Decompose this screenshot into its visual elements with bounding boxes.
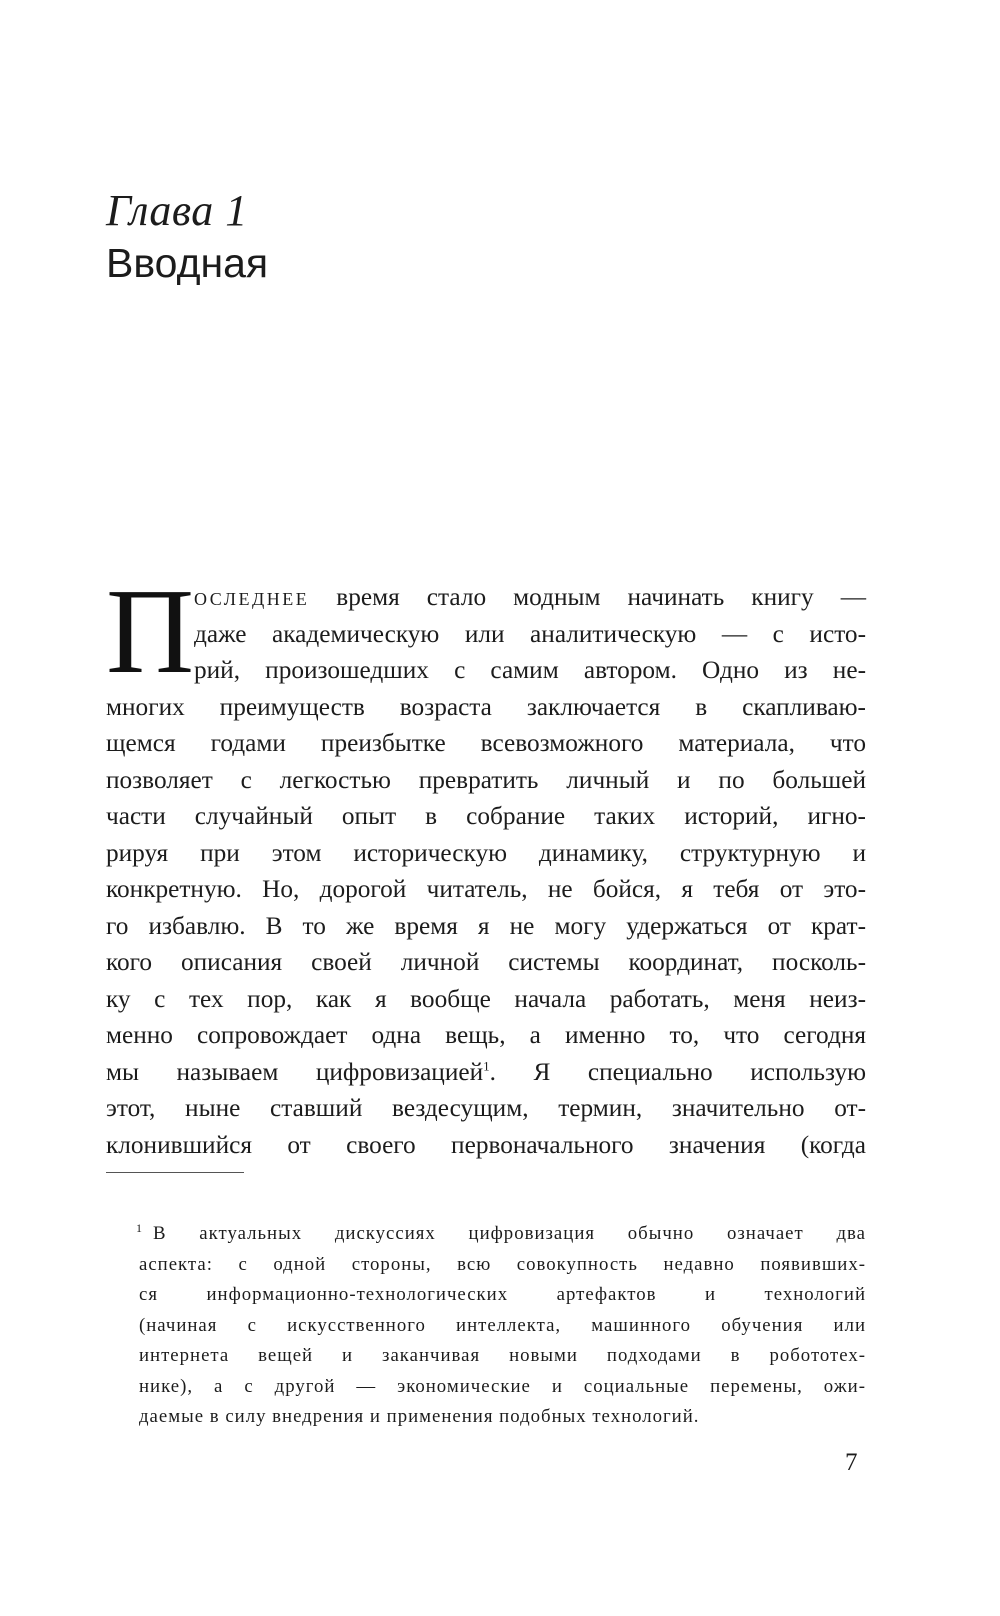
body-line [106, 579, 866, 616]
lead-smallcaps: оследнее [194, 583, 310, 611]
body-line: части случайный опыт в собрание таких историй, игно- [106, 802, 866, 830]
body-line: этот, ныне ставший вездесущим, термин, значительно от- [106, 1094, 866, 1122]
body-line: щемся годами преизбытке всевозможного материала, что [106, 729, 866, 757]
first-line-rest: время стало модным начинать книгу — [309, 583, 866, 611]
body-line: менно сопровождает одна вещь, а именно то, что сегодня [106, 1021, 866, 1049]
chapter-title: Вводная [106, 240, 269, 286]
body-line: конкретную. Но, дорогой читатель, не бойся, я тебя от это- [106, 875, 866, 903]
body-line: многих преимуществ возраста заключается в скапливаю- [106, 692, 866, 721]
body-line: даже академическую или аналитическую — с исто- [194, 619, 866, 648]
fn-line-before: мы называем цифровизацией [106, 1057, 484, 1086]
fn-line-after: . Я специально использую [489, 1057, 866, 1086]
footnote-reference[interactable]: 1 [483, 1058, 490, 1074]
body-line: го избавлю. В то же время я не могу удержаться от крат- [106, 911, 866, 940]
drop-cap: П [106, 564, 195, 699]
body-line: позволяет с легкостью превратить личный и по большей [106, 765, 866, 794]
footnote-line: интернета вещей и заканчивая новыми подходами в робототех- [139, 1345, 866, 1366]
chapter-label: Глава 1 [106, 186, 248, 235]
footnote-line: аспекта: с одной стороны, всю совокупность недавно появивших- [139, 1253, 866, 1275]
footnote [136, 1219, 866, 1433]
footnote-line: нике), а с другой — экономические и социальные перемены, ожи- [139, 1375, 866, 1397]
body-line: рий, произошедших с самим автором. Одно из не- [194, 656, 866, 684]
body-line [106, 1054, 866, 1091]
footnote-number: 1 [136, 1221, 142, 1235]
footnote-line: (начиная с искусственного интеллекта, машинного обучения или [139, 1314, 866, 1336]
footnote-divider [106, 1172, 244, 1173]
body-line: рируя при этом историческую динамику, структурную и [106, 838, 866, 867]
footnote-line: В актуальных дискуссиях цифровизация обычно означает два [153, 1223, 866, 1244]
body-line: кого описания своей личной системы координат, посколь- [106, 948, 866, 976]
body-line: клонившийся от своего первоначального значения (когда [106, 1130, 866, 1159]
footnote-line: ся информационно-технологических артефактов и технологий [139, 1284, 866, 1305]
body-line: ку с тех пор, как я вообще начала работать, меня неиз- [106, 984, 866, 1013]
footnote-line: даемые в силу внедрения и применения подобных технологий. [139, 1406, 700, 1427]
body-text [106, 564, 866, 1163]
page-number: 7 [845, 1449, 858, 1476]
